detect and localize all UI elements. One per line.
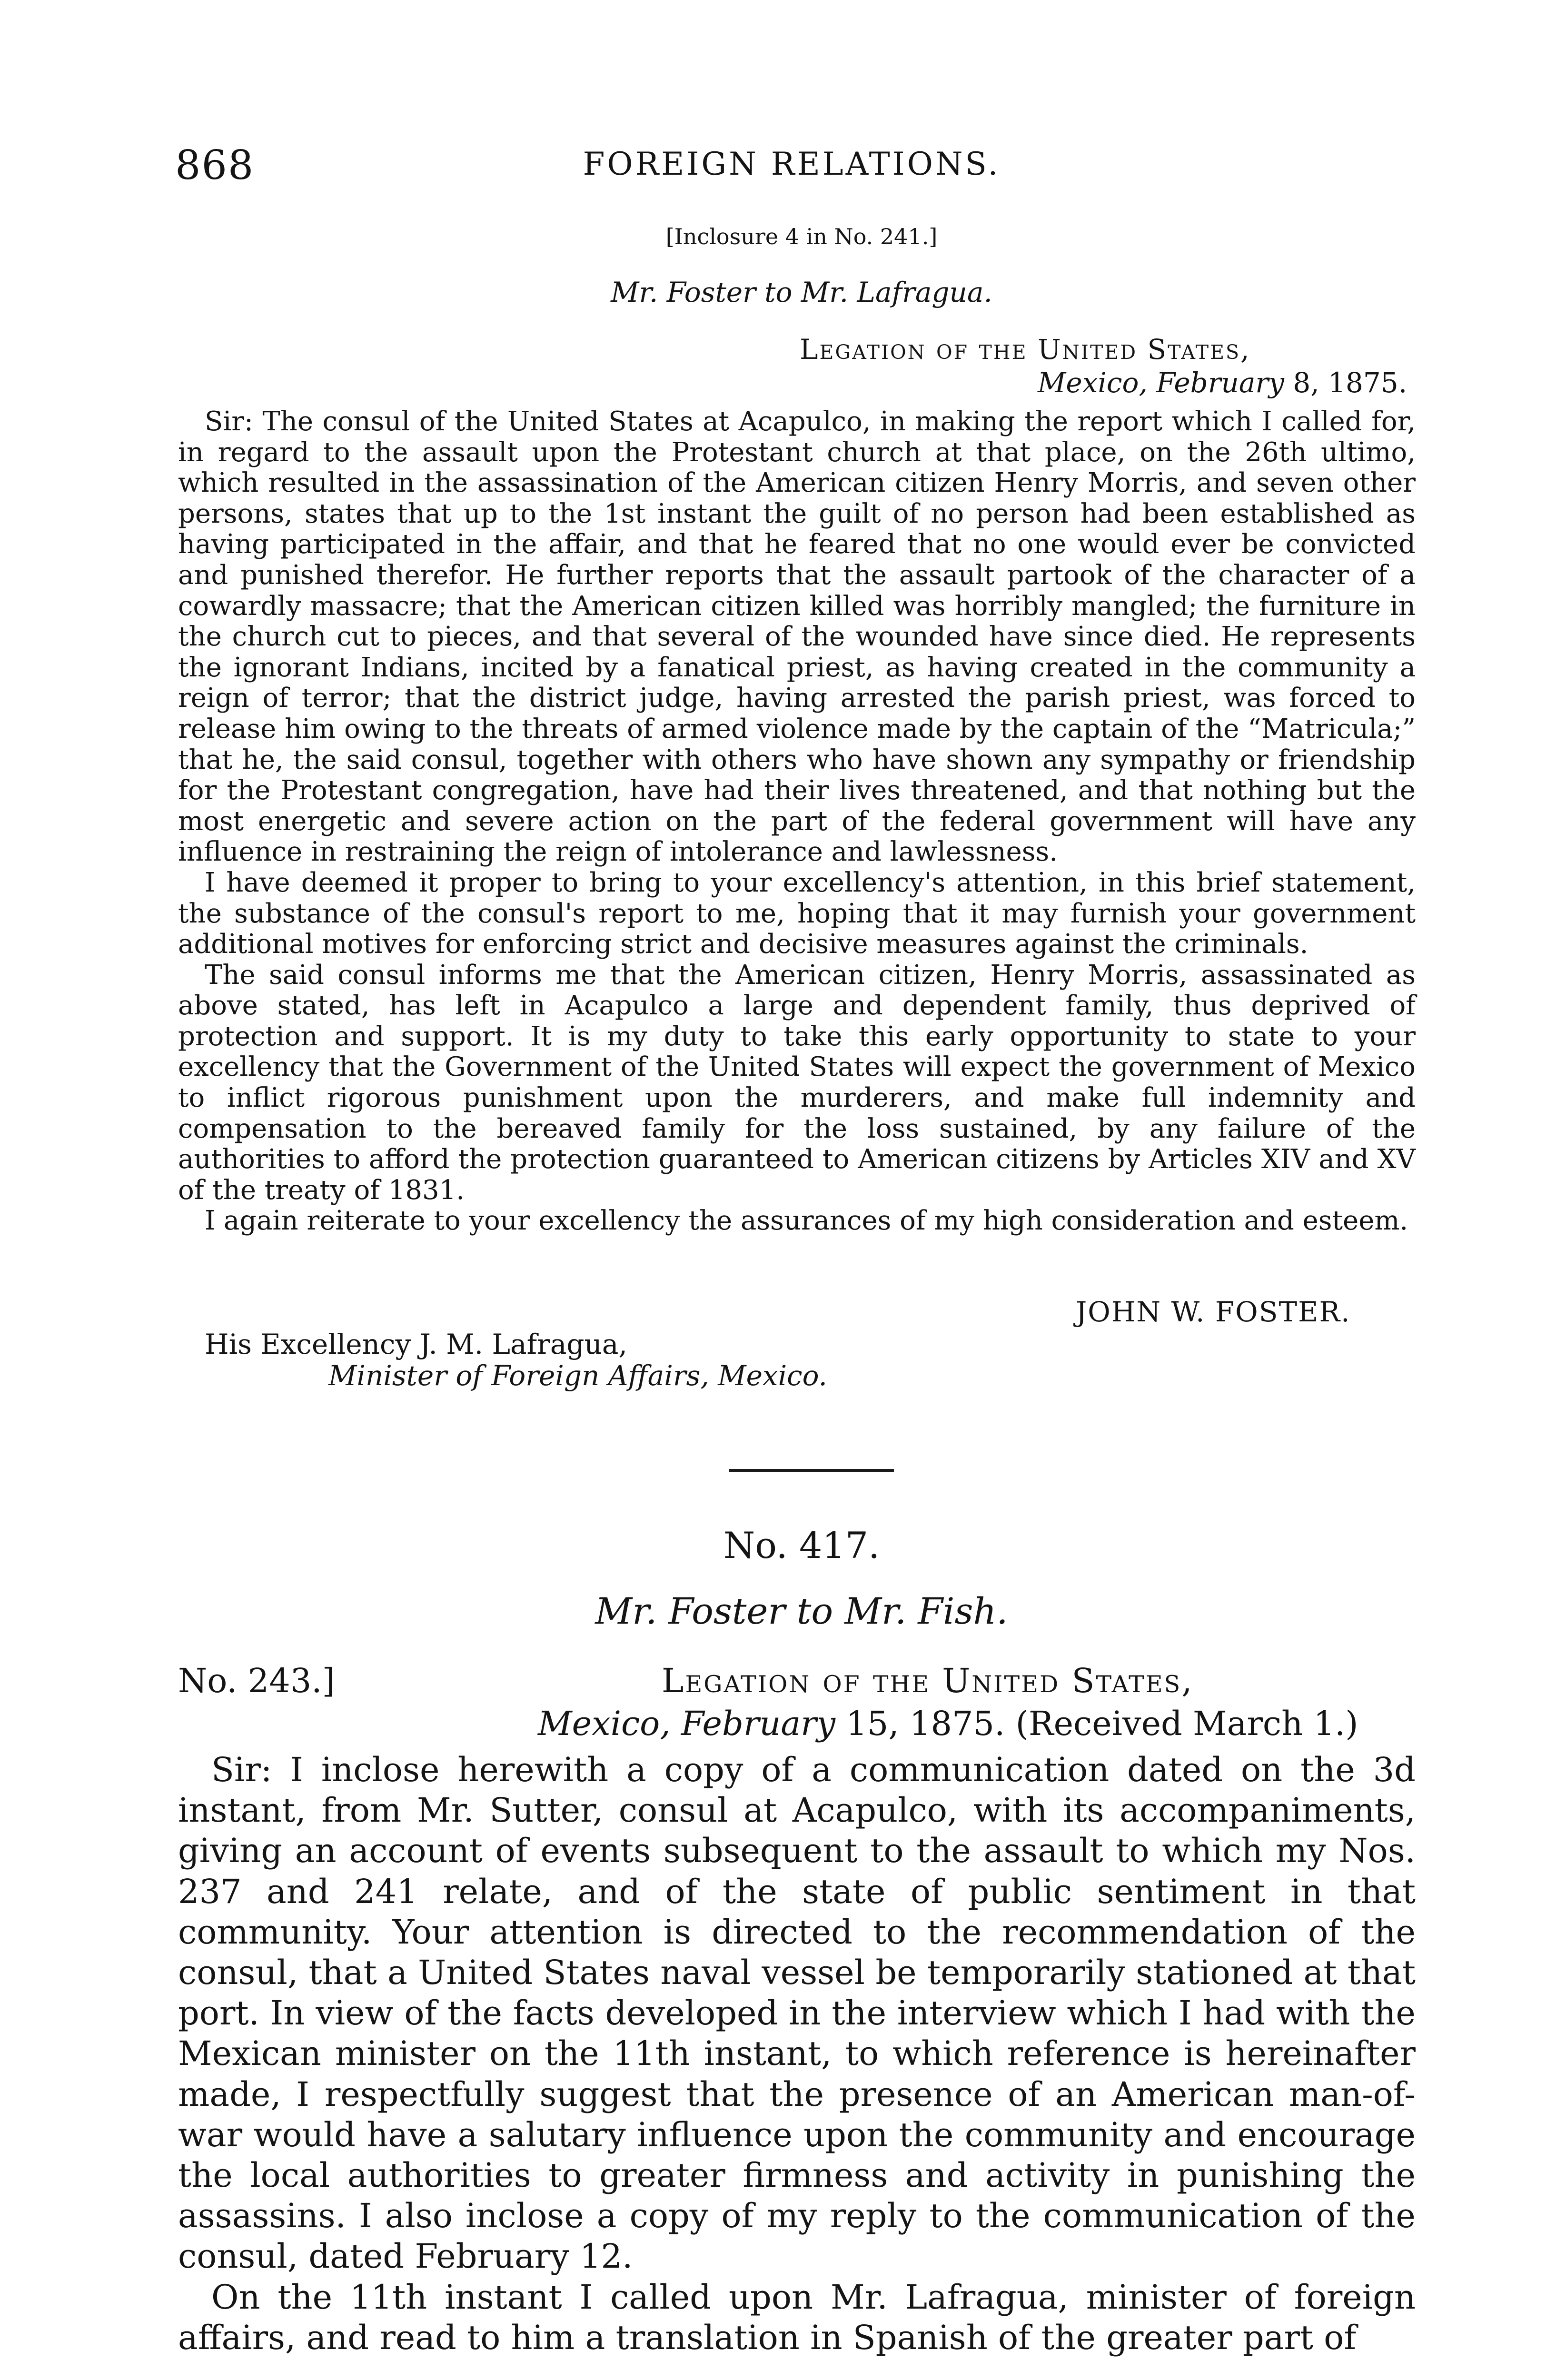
document-address-place: Mexico, February xyxy=(538,1704,836,1743)
enclosure-paragraph: I again reiterate to your excellency the assurances of my high consideration and esteem. xyxy=(205,1205,1408,1237)
addressee-title: Minister of Foreign Affairs, Mexico. xyxy=(328,1359,827,1392)
document-body xyxy=(178,1750,1416,2358)
enclosure-body xyxy=(178,407,1416,1237)
document-heading: Mr. Foster to Mr. Fish. xyxy=(595,1590,1008,1632)
document-paragraph: On the 11th instant I called upon Mr. Lafragua, minister of foreign affairs, and read to him a translation in Spanish of the greater part of xyxy=(178,2277,1416,2357)
addressee-name: His Excellency J. M. Lafragua, xyxy=(205,1328,627,1360)
document-address-line2 xyxy=(538,1704,1358,1743)
enclosure-address-place: Mexico, February xyxy=(1038,367,1284,399)
enclosure-address-line1: Legation of the United States, xyxy=(800,333,1251,366)
running-header xyxy=(175,142,1408,194)
enclosure-paragraph: I have deemed it proper to bring to your excellency's attention, in this brief statement, the substance of the consul's report to me, hoping that it may furnish your government additional motives for enforcing strict and decisive measures against the criminals. xyxy=(178,867,1416,960)
document-ref-number: No. 243.] xyxy=(178,1661,335,1700)
running-title: FOREIGN RELATIONS. xyxy=(583,146,1001,182)
enclosure-address-line2 xyxy=(1038,367,1407,399)
page-number: 868 xyxy=(175,142,255,188)
document-number: No. 417. xyxy=(723,1524,880,1567)
enclosure-paragraph: The said consul informs me that the American citizen, Henry Morris, assassinated as above stated, has left in Acapulco a large and dependent family, thus deprived of protection and support. It is my duty to take this early opportunity to state to your excellency that the Government of the United States will expect the government of Mexico to inflict rigorous punishment upon the murderers, and make full indemnity and compensation to the bereaved family for the loss sustained, by any failure of the authorities to afford the protection guaranteed to American citizens by Articles XIV and XV of the treaty of 1831. xyxy=(178,959,1416,1206)
enclosure-paragraph: Sir: The consul of the United States at Acapulco, in making the report which I called for, in regard to the assault upon the Protestant church at that place, on the 26th ultimo, which resulted in the assassination of the American citizen Henry Morris, and seven other persons, states that up to the 1st instant the guilt of no person had been established as having participated in the affair, and that he feared that no one would ever be convicted and punished therefor. He further reports that the assault partook of the character of a cowardly massacre; that the American citizen killed was horribly mangled; the furniture in the church cut to pieces, and that several of the wounded have since died. He represents the ignorant Indians, incited by a fanatical priest, as having created in the community a reign of terror; that the district judge, having arrested the parish priest, was forced to release him owing to the threats of armed violence made by the captain of the “Matricula;” that he, the said consul, together with others who have shown any sympathy or friendship for the Protestant congregation, have had their lives threatened, and that nothing but the most energetic and severe action on the part of the federal government will have any influence in restraining the reign of intolerance and lawlessness. xyxy=(178,406,1416,868)
document-paragraph: Sir: I inclose herewith a copy of a communication dated on the 3d instant, from Mr. Sutter, consul at Acapulco, with its accompaniments, giving an account of events subsequent to the assault to which my Nos. 237 and 241 relate, and of the state of public sentiment in that community. Your attention is directed to the recommendation of the consul, that a United States naval vessel be temporarily stationed at that port. In view of the facts developed in the interview which I had with the Mexican minister on the 11th instant, to which reference is hereinafter made, I respectfully suggest that the presence of an American man-of-war would have a salutary influence upon the community and encourage the local authorities to greater firmness and activity in punishing the assassins. I also inclose a copy of my reply to the communication of the consul, dated February 12. xyxy=(178,1750,1416,2276)
enclosure-label: [Inclosure 4 in No. 241.] xyxy=(665,224,938,249)
document-address-date: 15, 1875. (Received March 1.) xyxy=(846,1704,1358,1743)
enclosure-address-date: 8, 1875. xyxy=(1293,367,1407,399)
enclosure-signature: JOHN W. FOSTER. xyxy=(1076,1296,1351,1328)
enclosure-heading: Mr. Foster to Mr. Lafragua. xyxy=(611,276,992,308)
section-divider xyxy=(729,1469,894,1472)
document-address-line1: Legation of the United States, xyxy=(662,1661,1194,1700)
